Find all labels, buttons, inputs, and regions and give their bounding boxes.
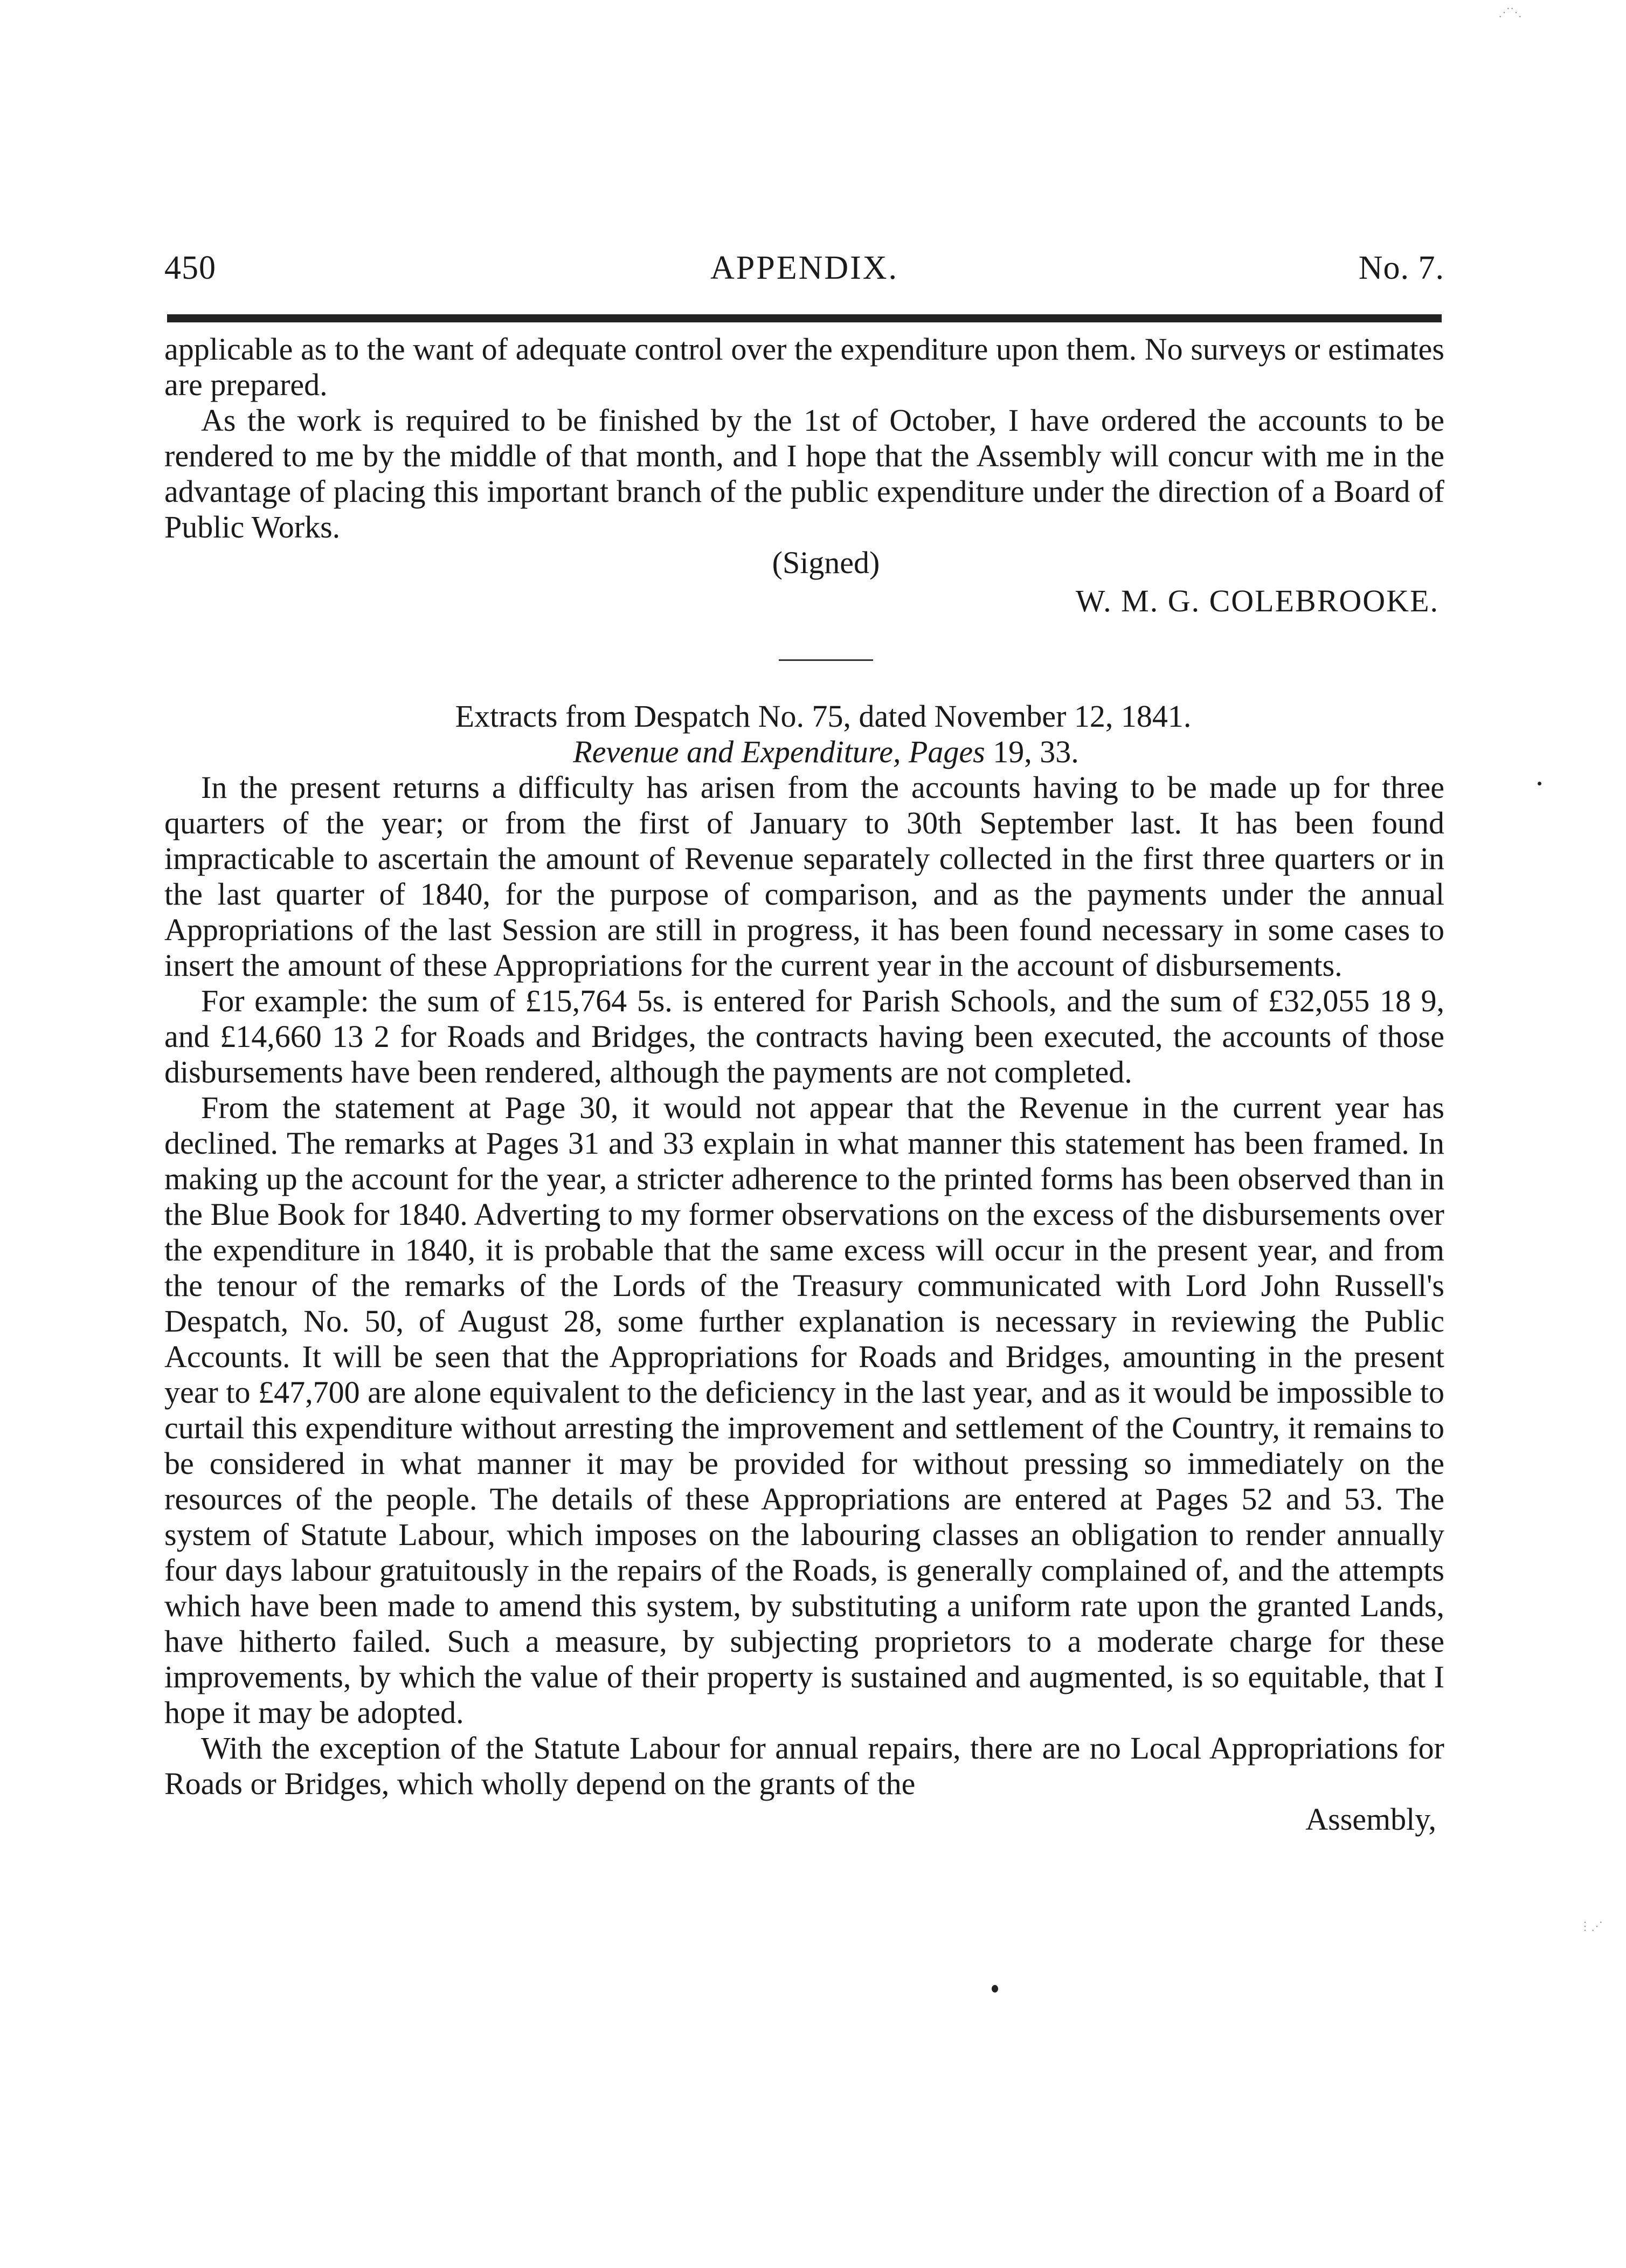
ink-speck [992,1985,998,1993]
extract-paragraph-1: In the present returns a difficulty has arisen from the accounts having to be made up for three quarters of the year; or from the first of January to 30th September last. It has been found impracticable to ascertain the amount of Revenue separately collected in the first three quarters or in the last quarter of 1840, for the purpose of comparison, and as the payments under the annual Appropriations of the last Session are still in progress, it has been found necessary in some cases to insert the amount of these Appropriations for the current year in the account of disbursements. [164,770,1444,983]
signed-label: (Signed) [772,545,880,580]
subheading-title: Revenue and Expenditure, [573,734,901,769]
extract-subheading [164,734,1444,770]
page-header [164,249,1444,298]
extract-heading: Extracts from Despatch No. 75, dated November 12, 1841. [455,699,1192,734]
page-number: 450 [164,250,216,286]
header-rule [167,314,1442,322]
letter-paragraph-1: applicable as to the want of adequate control over the expenditure upon them. No surveys or estimates are prepared. [164,332,1444,402]
page-title: APPENDIX. [710,250,899,286]
section-number: No. 7. [1358,250,1444,286]
ink-speck [1538,782,1541,785]
page-body [164,332,1444,1837]
extract-paragraph-2: For example: the sum of £15,764 5s. is entered for Parish Schools, and the sum of £32,055 18 9, and £14,660 13 2 for Roads and Bridges, the contracts having been executed, the accounts of those disbursements have been rendered, although the payments are not completed. [164,983,1444,1090]
paper-specks: ⋮⋰ [1579,1919,1603,1933]
subheading-pages: 19, 33. [993,734,1079,769]
extract-paragraph-4: With the exception of the Statute Labour for annual repairs, there are no Local Appropriations for Roads or Bridges, which wholly depend on the grants of the [164,1731,1444,1801]
letter-paragraph-2: As the work is required to be finished by the 1st of October, I have ordered the accounts to be rendered to me by the middle of that month, and I hope that the Assembly will concur with me in the advantage of placing this important branch of the public expenditure under the direction of a Board of Public Works. [164,403,1444,544]
extract-paragraph-3: From the statement at Page 30, it would not appear that the Revenue in the current year has declined. The remarks at Pages 31 and 33 explain in what manner this statement has been framed. In making up the account for the year, a stricter adherence to the printed forms has been observed than in the Blue Book for 1840. Adverting to my former observations on the excess of the disbursements over the expenditure in 1840, it is probable that the same excess will occur in the present year, and from the tenour of the remarks of the Lords of the Treasury communicated with Lord John Russell's Despatch, No. 50, of August 28, some further explanation is necessary in reviewing the Public Accounts. It will be seen that the Appropriations for Roads and Bridges, amounting in the present year to £47,700 are alone equivalent to the deficiency in the last year, and as it would be impossible to curtail this expenditure without arresting the improvement and settlement of the Country, it remains to be considered in what manner it may be provided for without pressing so immediately on the resources of the people. The details of these Appropriations are entered at Pages 52 and 53. The system of Statute Labour, which imposes on the labouring classes an obligation to render annually four days labour gratuitously in the repairs of the Roads, is generally complained of, and the attempts which have been made to amend this system, by substituting a uniform rate upon the granted Lands, have hitherto failed. Such a measure, by subjecting proprietors to a moderate charge for these improvements, by which the value of their property is sustained and augmented, is so equitable, that I hope it may be adopted. [164,1090,1444,1730]
section-divider [779,659,873,661]
document-page [164,0,1444,2268]
signature: W. M. G. COLEBROOKE. [1075,583,1439,618]
subheading-pages-label: Pages [908,734,985,769]
catchword: Assembly, [1305,1802,1436,1837]
paper-specks: ⋰⋱ [1498,5,1522,19]
